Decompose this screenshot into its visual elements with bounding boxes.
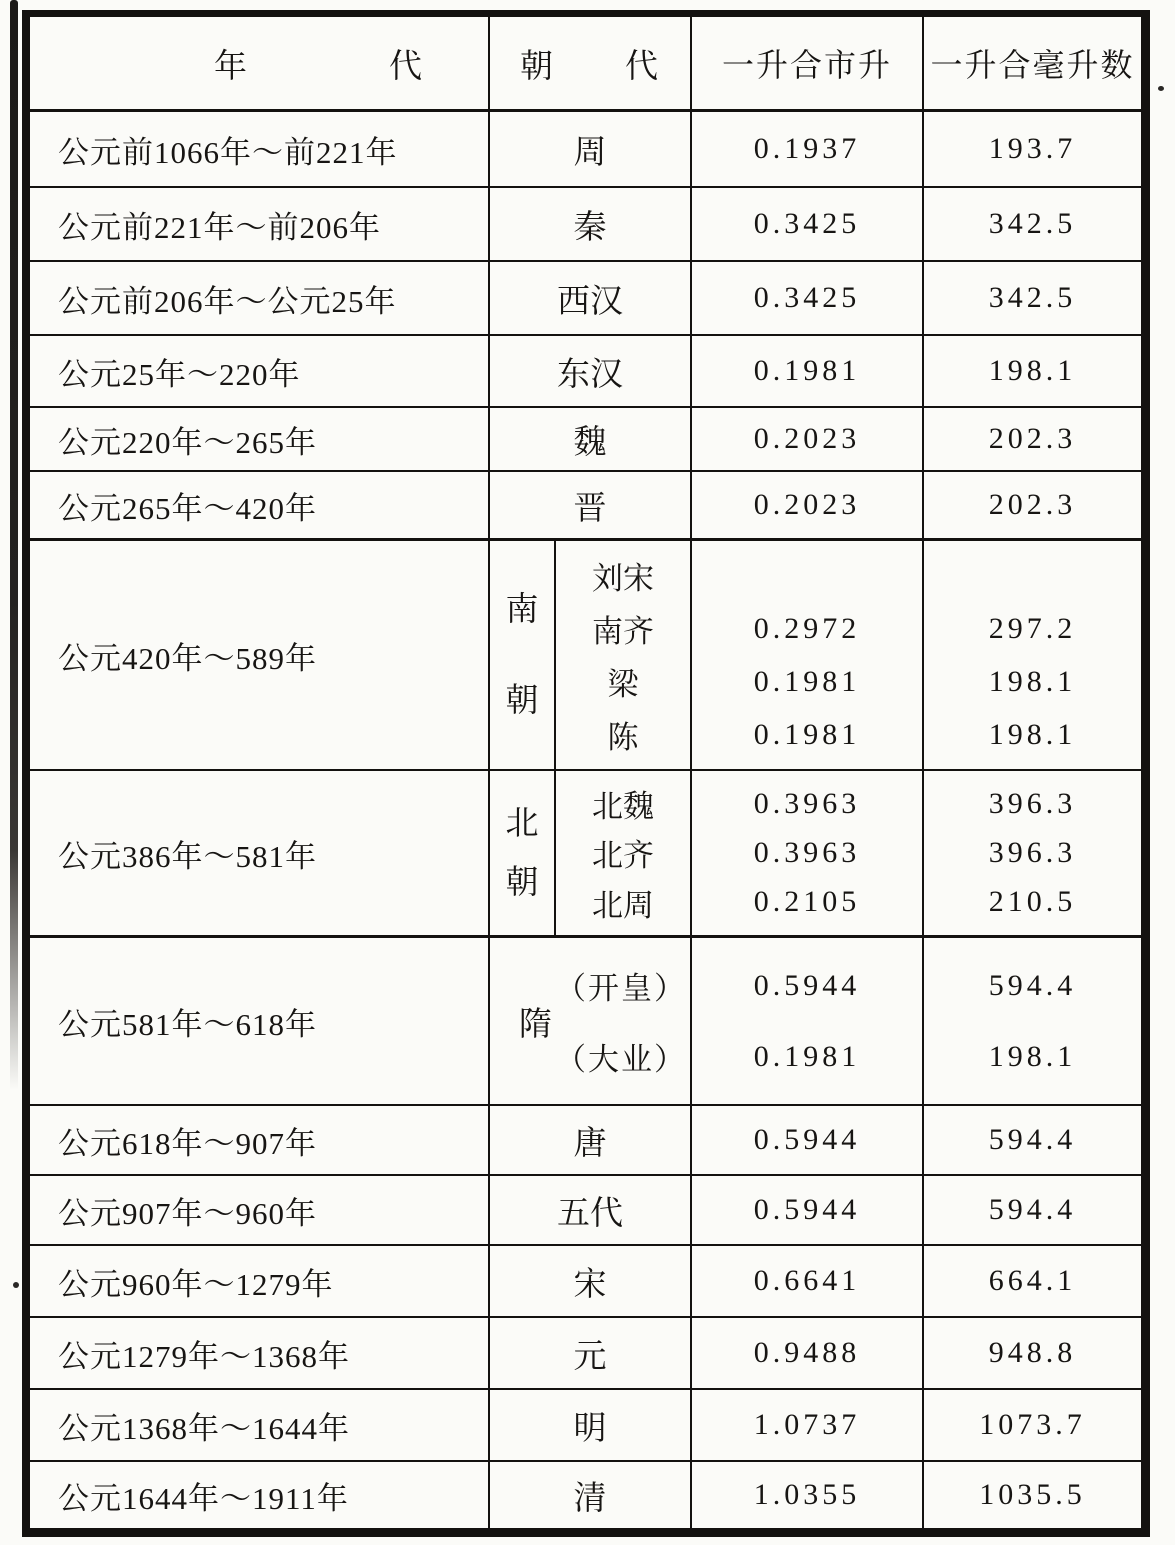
era-cell: 公元1368年～1644年	[58, 1410, 350, 1446]
sub-era-name: （开皇）	[555, 971, 687, 1006]
era-cell: 公元1644年～1911年	[58, 1480, 349, 1516]
table-row	[30, 1244, 1141, 1316]
header-sheng: 一升合市升	[690, 17, 922, 109]
dynasty-cell: 宋	[488, 1246, 690, 1316]
sheng-cell: 0.9488	[690, 1318, 922, 1388]
era-cell: 公元907年～960年	[58, 1195, 317, 1231]
ml-cell: 342.5	[922, 188, 1141, 260]
dynasty-group-cell	[488, 541, 690, 769]
group-label-char: 朝	[505, 683, 539, 719]
sheng-cell: 0.3425	[690, 188, 922, 260]
table-row	[30, 1388, 1141, 1460]
dynasty-cell: 明	[488, 1390, 690, 1460]
ml-value: 198.1	[988, 664, 1077, 698]
sheng-cell: 0.5944	[690, 1106, 922, 1174]
table-row	[30, 334, 1141, 406]
table-header-row	[30, 17, 1141, 109]
ml-value: 198.1	[988, 717, 1077, 751]
table-row	[30, 1174, 1141, 1244]
dynasty-cell: 晋	[488, 472, 690, 538]
group-label-south	[490, 541, 556, 769]
dynasty-cell: 西汉	[488, 262, 690, 334]
table-row	[30, 470, 1141, 538]
sheng-cell-group	[690, 938, 922, 1104]
ml-cell: 198.1	[922, 336, 1141, 406]
sub-dynasty: 北周	[592, 887, 654, 923]
sheng-value: 0.1981	[753, 1039, 861, 1073]
ml-cell: 193.7	[922, 112, 1141, 186]
group-label-north	[490, 771, 556, 935]
sheng-cell: 0.2023	[690, 408, 922, 470]
table-row	[30, 109, 1141, 186]
ml-cell-group	[922, 541, 1141, 769]
sheng-value: 0.1981	[753, 717, 861, 751]
sub-dynasty: 梁	[607, 667, 639, 702]
dynasty-cell: 清	[488, 1462, 690, 1528]
era-cell: 公元1279年～1368年	[58, 1338, 350, 1374]
header-dynasty: 朝 代	[488, 17, 690, 109]
ml-cell: 1073.7	[922, 1390, 1141, 1460]
dynasty-cell: 东汉	[488, 336, 690, 406]
ml-cell: 1035.5	[922, 1462, 1141, 1528]
table-row	[30, 406, 1141, 470]
sub-dynasty: 陈	[607, 720, 639, 755]
sub-dynasty: 刘宋	[592, 561, 654, 596]
ml-cell: 594.4	[922, 1106, 1141, 1174]
era-cell: 公元618年～907年	[58, 1125, 317, 1161]
era-cell: 公元265年～420年	[58, 490, 317, 526]
era-cell: 公元前221年～前206年	[58, 209, 381, 245]
era-cell: 公元前1066年～前221年	[58, 134, 398, 170]
table-row-northern-dynasties	[30, 769, 1141, 935]
header-era: 年 代	[214, 48, 424, 85]
era-cell: 公元386年～581年	[58, 838, 317, 874]
ml-cell: 948.8	[922, 1318, 1141, 1388]
ml-cell-group	[922, 771, 1141, 935]
dynasty-volume-conversion-table	[22, 10, 1150, 1537]
ml-cell: 342.5	[922, 262, 1141, 334]
sheng-cell-group	[690, 541, 922, 769]
dynasty-cell: 五代	[488, 1176, 690, 1244]
ml-cell: 664.1	[922, 1246, 1141, 1316]
dynasty-sui-cell	[488, 938, 690, 1104]
dynasty-cell: 唐	[488, 1106, 690, 1174]
sheng-cell-group	[690, 771, 922, 935]
era-cell: 公元960年～1279年	[58, 1266, 334, 1302]
sheng-value: 0.3963	[753, 835, 861, 869]
sub-dynasty: 北齐	[592, 838, 654, 874]
sheng-cell: 1.0355	[690, 1462, 922, 1528]
table-row	[30, 1460, 1141, 1528]
ml-value: 198.1	[988, 1039, 1077, 1073]
dynasty-cell: 元	[488, 1318, 690, 1388]
sheng-cell: 0.1937	[690, 112, 922, 186]
sheng-value: 0.3963	[753, 786, 861, 820]
ml-value: 396.3	[988, 835, 1077, 869]
sui-dynasty-char: 隋	[519, 1006, 552, 1043]
sheng-value: 0.2105	[753, 885, 861, 919]
sheng-value: 0.2972	[753, 611, 861, 645]
ml-cell-group	[922, 938, 1141, 1104]
table-row-sui	[30, 935, 1141, 1104]
ml-value: 210.5	[988, 885, 1077, 919]
ml-value: 297.2	[988, 611, 1077, 645]
sheng-value: 0.5944	[753, 968, 861, 1002]
dynasty-cell: 周	[488, 112, 690, 186]
era-cell: 公元581年～618年	[58, 1006, 317, 1042]
sheng-cell: 0.3425	[690, 262, 922, 334]
sheng-cell: 0.6641	[690, 1246, 922, 1316]
sheng-value	[692, 549, 922, 602]
sheng-value: 0.1981	[753, 664, 861, 698]
era-cell: 公元前206年～公元25年	[58, 283, 397, 319]
sub-era-name: （大业）	[555, 1042, 687, 1077]
ml-value	[924, 549, 1141, 602]
era-cell: 公元420年～589年	[58, 640, 317, 676]
ml-value: 396.3	[988, 786, 1077, 820]
table-row	[30, 1104, 1141, 1174]
group-label-char: 北	[505, 806, 539, 842]
era-cell: 公元220年～265年	[58, 424, 317, 460]
table-row	[30, 186, 1141, 260]
sub-dynasty: 南齐	[592, 614, 654, 649]
header-ml: 一升合毫升数	[922, 17, 1141, 109]
era-cell: 公元25年～220年	[58, 356, 301, 392]
ml-cell: 202.3	[922, 408, 1141, 470]
scan-binding-streak	[10, 0, 18, 1090]
sheng-cell: 0.1981	[690, 336, 922, 406]
sheng-cell: 1.0737	[690, 1390, 922, 1460]
group-label-char: 朝	[505, 865, 539, 901]
scan-speck	[1158, 86, 1164, 91]
dynasty-cell: 秦	[488, 188, 690, 260]
ml-value: 594.4	[988, 968, 1077, 1002]
dynasty-cell: 魏	[488, 408, 690, 470]
ml-cell: 594.4	[922, 1176, 1141, 1244]
sub-dynasty: 北魏	[592, 789, 654, 825]
table-row-southern-dynasties	[30, 538, 1141, 769]
scan-speck	[13, 1282, 19, 1288]
table-row	[30, 260, 1141, 334]
sheng-cell: 0.5944	[690, 1176, 922, 1244]
ml-cell: 202.3	[922, 472, 1141, 538]
group-label-char: 南	[505, 592, 539, 628]
sheng-cell: 0.2023	[690, 472, 922, 538]
table-row	[30, 1316, 1141, 1388]
dynasty-group-cell	[488, 771, 690, 935]
